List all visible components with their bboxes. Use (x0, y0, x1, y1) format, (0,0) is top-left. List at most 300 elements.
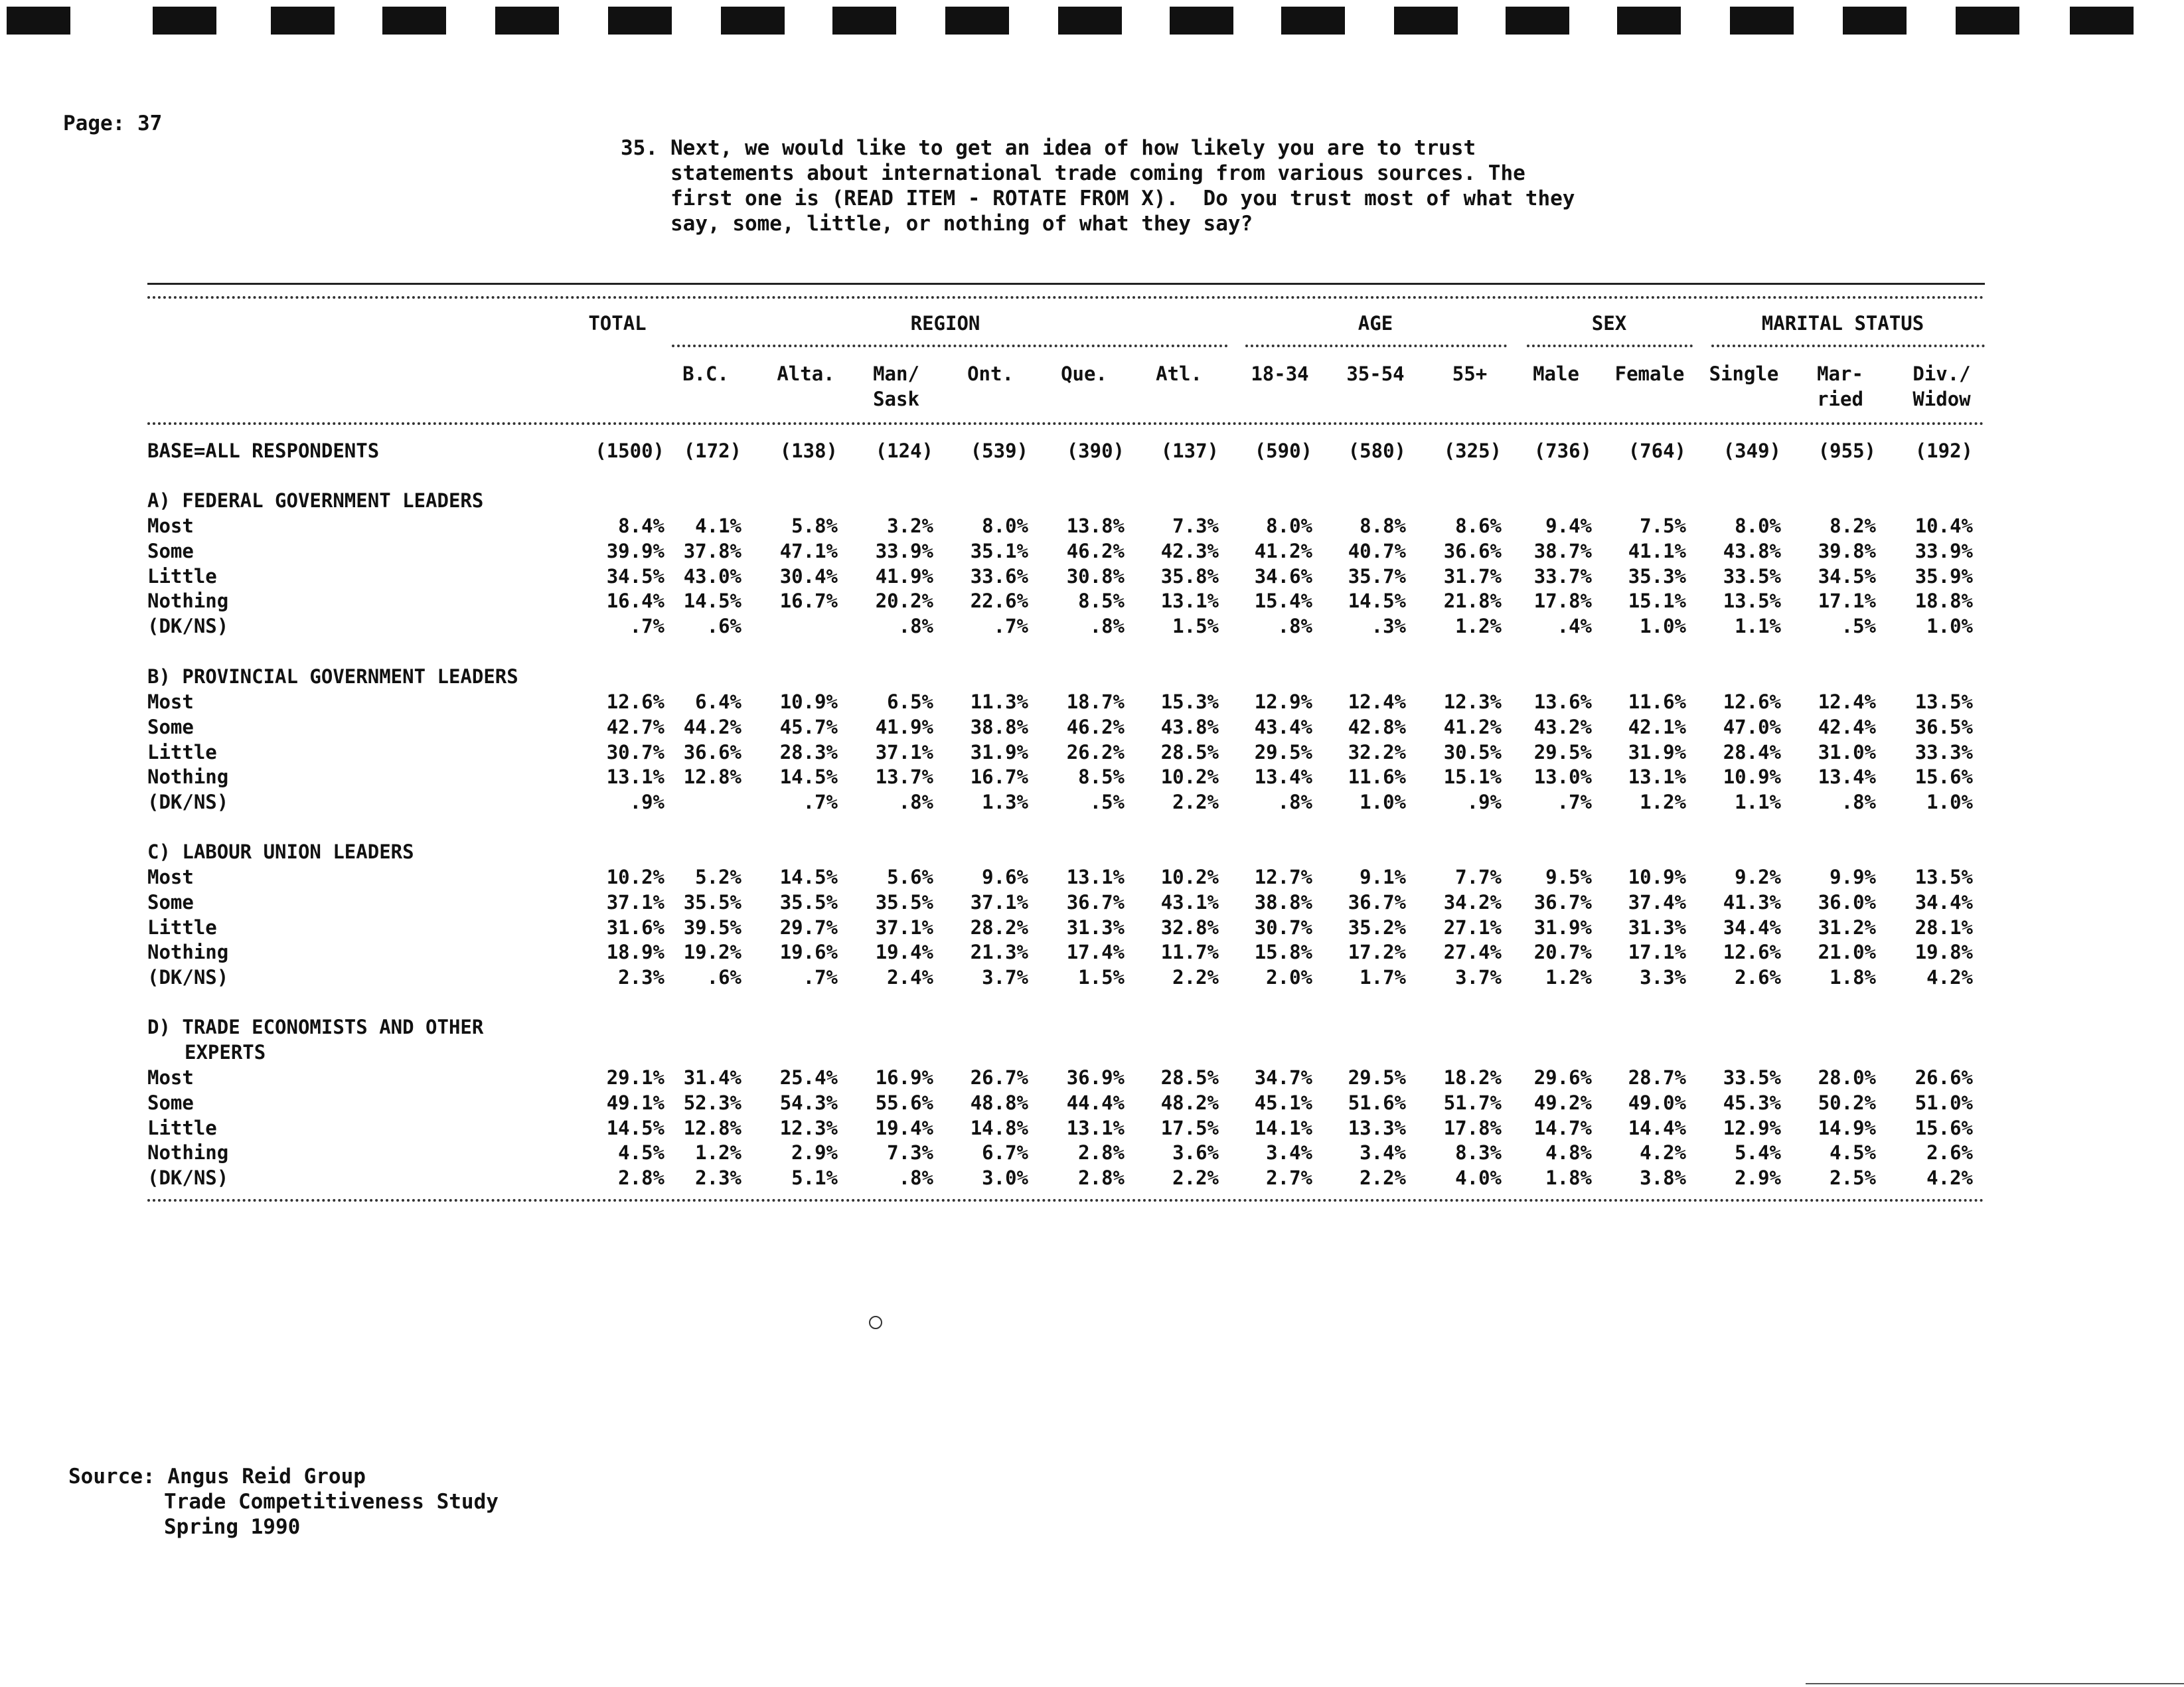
table-cell-single: 1.1% (1735, 615, 1781, 637)
table-cell-total: 29.1% (606, 1066, 664, 1089)
table-cell-que: 8.5% (1078, 590, 1125, 612)
table-cell-alta: 14.5% (779, 866, 838, 888)
table-cell-atl: 48.2% (1160, 1091, 1219, 1114)
table-cell-que: 44.4% (1066, 1091, 1125, 1114)
table-cell-mansask: 13.7% (875, 765, 933, 788)
table-cell-divwid: 26.6% (1914, 1066, 1973, 1089)
table-cell-female: 1.2% (1640, 791, 1686, 813)
table-cell-divwid: 34.4% (1914, 891, 1973, 914)
table-cell-single: 41.3% (1723, 891, 1781, 914)
table-cell-single: 12.6% (1723, 941, 1781, 963)
table-cell-married: 2.5% (1830, 1166, 1876, 1189)
table-cell-a55: 12.3% (1443, 690, 1502, 713)
table-cell-a55: 21.8% (1443, 590, 1502, 612)
table-cell-alta: 35.5% (779, 891, 838, 914)
column-header-a55: 55+ (1452, 362, 1488, 385)
table-row-label: Nothing (147, 1141, 229, 1164)
table-cell-married: 39.8% (1818, 540, 1876, 562)
table-cell-atl: 3.6% (1172, 1141, 1219, 1164)
table-cell-a55: 4.0% (1455, 1166, 1502, 1189)
table-cell-male: 43.2% (1533, 716, 1592, 738)
table-cell-married: 13.4% (1818, 765, 1876, 788)
table-cell-divwid: 13.5% (1914, 866, 1973, 888)
table-cell-ont: 22.6% (970, 590, 1028, 612)
table-cell-single: 33.5% (1723, 1066, 1781, 1089)
table-cell-mansask: 20.2% (875, 590, 933, 612)
table-cell-divwid: 4.2% (1926, 1166, 1973, 1189)
table-cell-que: 13.1% (1066, 1117, 1125, 1139)
table-row-label: Most (147, 515, 194, 537)
page-number: Page: 37 (63, 112, 163, 135)
table-cell-ont: 21.3% (970, 941, 1028, 963)
table-cell-mansask: 35.5% (875, 891, 933, 914)
table-cell-bc: 12.8% (683, 765, 741, 788)
table-cell-atl: 43.1% (1160, 891, 1219, 914)
page-bottom-line (1806, 1683, 2184, 1684)
table-cell-a3554: 51.6% (1348, 1091, 1406, 1114)
table-cell-male: 14.7% (1533, 1117, 1592, 1139)
table-cell-ont: 48.8% (970, 1091, 1028, 1114)
table-cell-bc: 39.5% (683, 916, 741, 939)
table-cell-ont: 16.7% (970, 765, 1028, 788)
table-cell-single: 1.1% (1735, 791, 1781, 813)
table-cell-que: 26.2% (1066, 741, 1125, 763)
table-cell-mansask: 6.5% (887, 690, 933, 713)
table-cell-atl: 17.5% (1160, 1117, 1219, 1139)
source-note (68, 1464, 499, 1540)
table-cell-total: 49.1% (606, 1091, 664, 1114)
table-cell-atl: 2.2% (1172, 1166, 1219, 1189)
registration-mark (832, 7, 896, 35)
table-cell-atl: 13.1% (1160, 590, 1219, 612)
registration-mark (1058, 7, 1122, 35)
table-cell-que: .5% (1089, 791, 1125, 813)
table-cell-a3554: 1.7% (1360, 966, 1406, 989)
base-cell-ont: (539) (970, 440, 1028, 462)
table-cell-a1834: 14.1% (1254, 1117, 1312, 1139)
table-row-label: Nothing (147, 941, 229, 963)
table-row-label: Some (147, 891, 194, 914)
table-cell-female: 15.1% (1628, 590, 1686, 612)
registration-mark (608, 7, 672, 35)
table-cell-divwid: 1.0% (1926, 615, 1973, 637)
table-cell-atl: 7.3% (1172, 515, 1219, 537)
table-cell-mansask: .8% (898, 791, 933, 813)
table-cell-total: 12.6% (606, 690, 664, 713)
table-cell-single: 9.2% (1735, 866, 1781, 888)
table-cell-alta: 25.4% (779, 1066, 838, 1089)
table-cell-a55: 1.2% (1455, 615, 1502, 637)
table-cell-bc: 12.8% (683, 1117, 741, 1139)
question-line: first one is (READ ITEM - ROTATE FROM X). Do you trust most of what they (670, 187, 1575, 210)
registration-mark (1730, 7, 1794, 35)
table-cell-a1834: 43.4% (1254, 716, 1312, 738)
base-cell-que: (390) (1066, 440, 1125, 462)
table-cell-a3554: .3% (1371, 615, 1406, 637)
table-cell-single: 47.0% (1723, 716, 1781, 738)
table-cell-divwid: 15.6% (1914, 1117, 1973, 1139)
table-cell-atl: 43.8% (1160, 716, 1219, 738)
table-cell-a55: 17.8% (1443, 1117, 1502, 1139)
table-cell-ont: 35.1% (970, 540, 1028, 562)
header-bottom-rule (147, 422, 1985, 425)
table-cell-married: 14.9% (1818, 1117, 1876, 1139)
table-cell-female: 13.1% (1628, 765, 1686, 788)
table-cell-atl: 28.5% (1160, 741, 1219, 763)
table-cell-alta: 29.7% (779, 916, 838, 939)
column-header-a1834: 18-34 (1251, 362, 1309, 385)
table-cell-a3554: 36.7% (1348, 891, 1406, 914)
table-cell-married: 50.2% (1818, 1091, 1876, 1114)
registration-mark (2070, 7, 2134, 35)
table-cell-married: .8% (1841, 791, 1876, 813)
column-header-alta: Alta. (777, 362, 835, 385)
table-cell-a55: 27.4% (1443, 941, 1502, 963)
column-header-married-line2: ried (1817, 388, 1863, 410)
table-row-label: Little (147, 565, 217, 588)
table-cell-total: 39.9% (606, 540, 664, 562)
table-cell-female: 37.4% (1628, 891, 1686, 914)
base-cell-single: (349) (1723, 440, 1781, 462)
table-cell-divwid: 35.9% (1914, 565, 1973, 588)
table-cell-male: 17.8% (1533, 590, 1592, 612)
table-cell-alta: 5.1% (791, 1166, 838, 1189)
table-cell-total: 18.9% (606, 941, 664, 963)
table-cell-a3554: 42.8% (1348, 716, 1406, 738)
table-cell-mansask: .8% (898, 615, 933, 637)
table-cell-a55: 41.2% (1443, 716, 1502, 738)
table-cell-mansask: 3.2% (887, 515, 933, 537)
table-cell-ont: 26.7% (970, 1066, 1028, 1089)
group-header-age: AGE (1358, 312, 1393, 335)
table-cell-a1834: 34.6% (1254, 565, 1312, 588)
table-row-label: Little (147, 741, 217, 763)
column-header-divwid: Div./ (1912, 362, 1971, 385)
table-cell-single: 33.5% (1723, 565, 1781, 588)
table-cell-que: 46.2% (1066, 540, 1125, 562)
column-header-female: Female (1614, 362, 1685, 385)
table-cell-atl: 28.5% (1160, 1066, 1219, 1089)
table-cell-que: 13.1% (1066, 866, 1125, 888)
table-cell-bc: .6% (706, 966, 741, 989)
registration-mark (1170, 7, 1233, 35)
table-cell-atl: 11.7% (1160, 941, 1219, 963)
column-header-single: Single (1709, 362, 1779, 385)
table-cell-ont: 9.6% (982, 866, 1028, 888)
table-cell-married: 31.2% (1818, 916, 1876, 939)
table-cell-male: 9.5% (1545, 866, 1592, 888)
table-cell-que: 13.8% (1066, 515, 1125, 537)
table-cell-bc: 5.2% (695, 866, 741, 888)
section-title: C) LABOUR UNION LEADERS (147, 841, 414, 863)
table-cell-a55: .9% (1466, 791, 1502, 813)
table-cell-divwid: 33.3% (1914, 741, 1973, 763)
table-cell-a3554: 11.6% (1348, 765, 1406, 788)
base-cell-bc: (172) (683, 440, 741, 462)
table-cell-mansask: 41.9% (875, 716, 933, 738)
table-cell-atl: 42.3% (1160, 540, 1219, 562)
question-line: Next, we would like to get an idea of how likely you are to trust (670, 136, 1476, 160)
table-cell-mansask: 19.4% (875, 941, 933, 963)
table-cell-a1834: 3.4% (1266, 1141, 1312, 1164)
table-cell-total: 2.8% (618, 1166, 664, 1189)
column-header-mansask: Man/ (873, 362, 919, 385)
table-cell-alta: .7% (803, 966, 838, 989)
table-cell-married: 36.0% (1818, 891, 1876, 914)
table-cell-female: 14.4% (1628, 1117, 1686, 1139)
table-cell-female: 49.0% (1628, 1091, 1686, 1114)
table-cell-a1834: 30.7% (1254, 916, 1312, 939)
table-cell-mansask: 41.9% (875, 565, 933, 588)
table-cell-divwid: 19.8% (1914, 941, 1973, 963)
table-cell-divwid: 15.6% (1914, 765, 1973, 788)
table-cell-a3554: 40.7% (1348, 540, 1406, 562)
table-cell-a1834: 34.7% (1254, 1066, 1312, 1089)
question-line: statements about international trade coming from various sources. The (670, 161, 1525, 185)
table-row-label: Some (147, 716, 194, 738)
table-cell-alta: 54.3% (779, 1091, 838, 1114)
table-cell-male: 20.7% (1533, 941, 1592, 963)
table-cell-a3554: 1.0% (1360, 791, 1406, 813)
table-cell-que: 1.5% (1078, 966, 1125, 989)
table-cell-a55: 7.7% (1455, 866, 1502, 888)
table-cell-atl: 2.2% (1172, 791, 1219, 813)
registration-mark (153, 7, 216, 35)
table-row-label: (DK/NS) (147, 966, 229, 989)
table-cell-divwid: 18.8% (1914, 590, 1973, 612)
group-header-total: TOTAL (588, 312, 647, 335)
table-cell-mansask: 33.9% (875, 540, 933, 562)
table-cell-a55: 18.2% (1443, 1066, 1502, 1089)
table-row-label: (DK/NS) (147, 615, 229, 637)
table-cell-female: 10.9% (1628, 866, 1686, 888)
table-cell-divwid: 33.9% (1914, 540, 1973, 562)
table-cell-married: .5% (1841, 615, 1876, 637)
column-header-married: Mar- (1817, 362, 1863, 385)
table-cell-married: 12.4% (1818, 690, 1876, 713)
table-cell-female: 42.1% (1628, 716, 1686, 738)
registration-mark (7, 7, 70, 35)
table-cell-a3554: 8.8% (1360, 515, 1406, 537)
section-title: B) PROVINCIAL GOVERNMENT LEADERS (147, 665, 518, 688)
table-cell-total: 8.4% (618, 515, 664, 537)
table-cell-ont: 8.0% (982, 515, 1028, 537)
table-cell-bc: .6% (706, 615, 741, 637)
table-cell-ont: 38.8% (970, 716, 1028, 738)
table-cell-alta: 2.9% (791, 1141, 838, 1164)
table-cell-total: 34.5% (606, 565, 664, 588)
table-cell-divwid: 51.0% (1914, 1091, 1973, 1114)
registration-mark (945, 7, 1009, 35)
table-cell-mansask: 37.1% (875, 916, 933, 939)
table-cell-male: 9.4% (1545, 515, 1592, 537)
table-cell-a3554: 12.4% (1348, 690, 1406, 713)
table-cell-alta: 30.4% (779, 565, 838, 588)
table-top-dashed-rule (147, 296, 1985, 299)
table-cell-bc: 2.3% (695, 1166, 741, 1189)
table-row-label: Little (147, 916, 217, 939)
table-cell-male: 38.7% (1533, 540, 1592, 562)
table-cell-alta: 12.3% (779, 1117, 838, 1139)
table-cell-single: 5.4% (1735, 1141, 1781, 1164)
table-cell-male: 29.6% (1533, 1066, 1592, 1089)
table-cell-male: 1.2% (1545, 966, 1592, 989)
table-cell-a55: 34.2% (1443, 891, 1502, 914)
table-cell-ont: 14.8% (970, 1117, 1028, 1139)
table-cell-total: .9% (629, 791, 664, 813)
registration-mark (1617, 7, 1681, 35)
table-cell-a55: 30.5% (1443, 741, 1502, 763)
question-line: say, some, little, or nothing of what they say? (670, 212, 1253, 236)
registration-mark (495, 7, 559, 35)
table-row-label: Some (147, 1091, 194, 1114)
table-cell-a55: 36.6% (1443, 540, 1502, 562)
column-header-male: Male (1533, 362, 1579, 385)
table-cell-ont: 1.3% (982, 791, 1028, 813)
table-cell-a3554: 32.2% (1348, 741, 1406, 763)
table-cell-a1834: 29.5% (1254, 741, 1312, 763)
column-header-atl: Atl. (1156, 362, 1202, 385)
table-cell-single: 12.9% (1723, 1117, 1781, 1139)
table-cell-a3554: 9.1% (1360, 866, 1406, 888)
table-cell-bc: 36.6% (683, 741, 741, 763)
table-cell-a1834: 12.7% (1254, 866, 1312, 888)
table-cell-mansask: .8% (898, 1166, 933, 1189)
base-cell-mansask: (124) (875, 440, 933, 462)
table-cell-bc: 19.2% (683, 941, 741, 963)
column-header-mansask-line2: Sask (873, 388, 919, 410)
table-cell-bc: 37.8% (683, 540, 741, 562)
section-title: EXPERTS (185, 1041, 266, 1064)
table-cell-ont: .7% (993, 615, 1028, 637)
table-cell-female: 31.3% (1628, 916, 1686, 939)
table-cell-married: 8.2% (1830, 515, 1876, 537)
table-cell-ont: 31.9% (970, 741, 1028, 763)
table-cell-married: 17.1% (1818, 590, 1876, 612)
table-cell-total: 2.3% (618, 966, 664, 989)
table-cell-que: 2.8% (1078, 1141, 1125, 1164)
table-cell-divwid: 1.0% (1926, 791, 1973, 813)
table-cell-married: 9.9% (1830, 866, 1876, 888)
table-cell-male: 31.9% (1533, 916, 1592, 939)
base-cell-atl: (137) (1160, 440, 1219, 462)
table-cell-que: 18.7% (1066, 690, 1125, 713)
source-line: Spring 1990 (164, 1515, 301, 1539)
table-cell-bc: 6.4% (695, 690, 741, 713)
table-row-label: Most (147, 866, 194, 888)
table-cell-ont: 33.6% (970, 565, 1028, 588)
table-cell-single: 13.5% (1723, 590, 1781, 612)
table-cell-mansask: 7.3% (887, 1141, 933, 1164)
table-cell-male: 13.0% (1533, 765, 1592, 788)
table-cell-female: 11.6% (1628, 690, 1686, 713)
table-cell-total: 13.1% (606, 765, 664, 788)
table-cell-total: 42.7% (606, 716, 664, 738)
table-cell-female: 1.0% (1640, 615, 1686, 637)
table-cell-single: 8.0% (1735, 515, 1781, 537)
table-cell-a1834: 41.2% (1254, 540, 1312, 562)
table-cell-alta: 19.6% (779, 941, 838, 963)
table-cell-male: 33.7% (1533, 565, 1592, 588)
table-row-label: Most (147, 1066, 194, 1089)
table-cell-male: .7% (1557, 791, 1592, 813)
table-cell-male: 29.5% (1533, 741, 1592, 763)
table-cell-married: 31.0% (1818, 741, 1876, 763)
table-cell-atl: 10.2% (1160, 866, 1219, 888)
table-cell-female: 41.1% (1628, 540, 1686, 562)
registration-mark (271, 7, 335, 35)
table-cell-ont: 3.0% (982, 1166, 1028, 1189)
group-header-marital-status: MARITAL STATUS (1761, 312, 1924, 335)
table-cell-total: 16.4% (606, 590, 664, 612)
table-cell-male: .4% (1557, 615, 1592, 637)
table-cell-ont: 11.3% (970, 690, 1028, 713)
table-cell-single: 10.9% (1723, 765, 1781, 788)
table-cell-female: 4.2% (1640, 1141, 1686, 1164)
column-header-divwid-line2: Widow (1912, 388, 1971, 410)
sex-underline (1527, 345, 1693, 347)
table-cell-a55: 8.3% (1455, 1141, 1502, 1164)
table-cell-single: 2.6% (1735, 966, 1781, 989)
stray-circle-mark (869, 1316, 882, 1329)
column-header-bc: B.C. (682, 362, 729, 385)
table-cell-bc: 43.0% (683, 565, 741, 588)
question-text (621, 135, 1575, 236)
table-cell-divwid: 2.6% (1926, 1141, 1973, 1164)
table-cell-a1834: 15.4% (1254, 590, 1312, 612)
section-title: A) FEDERAL GOVERNMENT LEADERS (147, 489, 484, 512)
base-cell-male: (736) (1533, 440, 1592, 462)
table-cell-que: 36.9% (1066, 1066, 1125, 1089)
base-cell-a55: (325) (1443, 440, 1502, 462)
table-cell-que: 46.2% (1066, 716, 1125, 738)
table-cell-single: 43.8% (1723, 540, 1781, 562)
table-cell-single: 2.9% (1735, 1166, 1781, 1189)
base-cell-married: (955) (1818, 440, 1876, 462)
table-row-label: Most (147, 690, 194, 713)
table-bottom-rule (147, 1199, 1985, 1202)
table-cell-married: 34.5% (1818, 565, 1876, 588)
table-cell-a3554: 2.2% (1360, 1166, 1406, 1189)
region-underline (672, 345, 1228, 347)
table-cell-a55: 27.1% (1443, 916, 1502, 939)
table-cell-a1834: 45.1% (1254, 1091, 1312, 1114)
marital-underline (1711, 345, 1985, 347)
table-cell-total: 30.7% (606, 741, 664, 763)
table-cell-que: 30.8% (1066, 565, 1125, 588)
table-cell-total: 10.2% (606, 866, 664, 888)
table-cell-a1834: 2.0% (1266, 966, 1312, 989)
table-cell-atl: 35.8% (1160, 565, 1219, 588)
table-cell-female: 17.1% (1628, 941, 1686, 963)
table-cell-a3554: 29.5% (1348, 1066, 1406, 1089)
registration-mark (1843, 7, 1907, 35)
table-cell-mansask: 19.4% (875, 1117, 933, 1139)
table-cell-a1834: 12.9% (1254, 690, 1312, 713)
base-cell-alta: (138) (779, 440, 838, 462)
registration-mark (1506, 7, 1569, 35)
group-header-region: REGION (910, 312, 980, 335)
registration-mark (1956, 7, 2019, 35)
table-cell-ont: 37.1% (970, 891, 1028, 914)
base-cell-divwid: (192) (1914, 440, 1973, 462)
table-cell-total: 31.6% (606, 916, 664, 939)
table-cell-a3554: 14.5% (1348, 590, 1406, 612)
table-cell-atl: 32.8% (1160, 916, 1219, 939)
table-cell-male: 4.8% (1545, 1141, 1592, 1164)
table-row-label: Nothing (147, 590, 229, 612)
group-header-sex: SEX (1591, 312, 1627, 335)
